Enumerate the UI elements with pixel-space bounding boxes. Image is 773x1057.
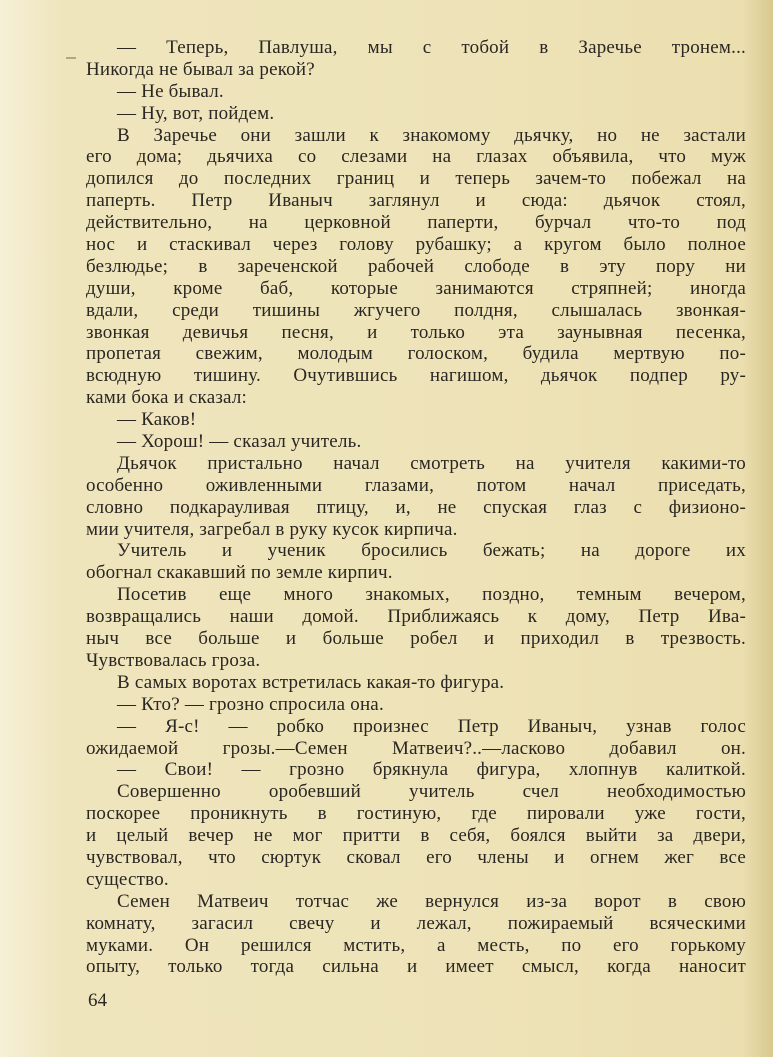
text-line: комнату, загасил свечу и лежал, пожираемый всяческими <box>86 912 746 934</box>
margin-mark <box>66 57 76 59</box>
text-line: Дьячок пристально начал смотреть на учителя какими-то <box>117 452 746 474</box>
text-line: допился до последних границ и теперь зачем-то побежал на <box>86 168 746 190</box>
text-line: особенно оживленными глазами, потом начал приседать, <box>86 474 746 496</box>
text-line: чувствовал, что сюртук сковал его члены и огнем жег все <box>86 846 746 868</box>
text-line: Совершенно оробевший учитель счел необходимостью <box>117 781 746 803</box>
text-line: — Кто? — грозно спросила она. <box>117 693 384 715</box>
text-line: ожидаемой грозы.—Семен Матвеич?..—ласково добавил он. <box>86 737 746 759</box>
text-line: ныч все больше и больше робел и приходил в трезвость. <box>86 628 746 650</box>
text-line: пропетая свежим, молодым голоском, будила мертвую по- <box>86 343 746 365</box>
page-number: 64 <box>88 990 107 1011</box>
text-line: — Я-с! — робко произнес Петр Иваныч, узнав голос <box>117 715 746 737</box>
text-line: опыту, только тогда сильна и имеет смысл, когда наносит <box>86 956 746 978</box>
text-line: В самых воротах встретилась какая-то фигура. <box>117 671 505 693</box>
text-line: и целый вечер не мог притти в себя, боялся выйти за двери, <box>86 825 746 847</box>
text-line: существо. <box>86 868 169 890</box>
text-line: Посетив еще много знакомых, поздно, темным вечером, <box>117 584 746 606</box>
text-line: души, кроме баб, которые занимаются стряпней; иногда <box>86 277 746 299</box>
text-line: звонкая девичья песня, и только эта заунывная песенка, <box>86 321 746 343</box>
text-line: безлюдье; в зареченской рабочей слободе в эту пору ни <box>86 255 746 277</box>
text-line: — Теперь, Павлуша, мы с тобой в Заречье тронем... <box>117 37 746 58</box>
text-line: — Каков! <box>117 409 197 431</box>
text-line: ками бока и сказал: <box>86 387 248 409</box>
text-line: Учитель и ученик бросились бежать; на дороге их <box>117 540 746 562</box>
text-line: действительно, на церковной паперти, бурчал что-то под <box>86 212 746 234</box>
text-line: — Хорош! — сказал учитель. <box>117 431 362 453</box>
text-line: — Ну, вот, пойдем. <box>117 102 275 124</box>
text-line: — Не бывал. <box>117 80 224 102</box>
text-line: нос и стаскивал через голову рубашку; а кругом было полное <box>86 234 746 256</box>
text-line: поскорее проникнуть в гостиную, где пировали уже гости, <box>86 803 746 825</box>
text-line: муками. Он решился мстить, а месть, по его горькому <box>86 934 746 956</box>
text-line: вдали, среди тишины жгучего полдня, слышалась звонкая- <box>86 299 746 321</box>
text-line: — Свои! — грозно брякнула фигура, хлопнув калиткой. <box>117 759 746 781</box>
text-line: паперть. Петр Иваныч заглянул и сюда: дьячок стоял, <box>86 190 746 212</box>
text-line: Семен Матвеич тотчас же вернулся из-за ворот в свою <box>117 890 746 912</box>
text-line: его дома; дьячиха со слезами на глазах объявила, что муж <box>86 146 746 168</box>
text-line: словно подкарауливая птицу, и, не спуская глаз с физионо- <box>86 496 746 518</box>
page-text <box>86 37 746 978</box>
text-line: всюдную тишину. Очутившись нагишом, дьячок подпер ру- <box>86 365 746 387</box>
text-line: обогнал скакавший по земле кирпич. <box>86 562 393 584</box>
text-line: возвращались наши домой. Приближаясь к дому, Петр Ива- <box>86 606 746 628</box>
text-line: Никогда не бывал за рекой? <box>86 58 315 80</box>
text-line: Чувствовалась гроза. <box>86 649 261 671</box>
text-line: В Заречье они зашли к знакомому дьячку, но не застали <box>117 124 746 146</box>
text-line: мии учителя, загребал в руку кусок кирпича. <box>86 518 458 540</box>
